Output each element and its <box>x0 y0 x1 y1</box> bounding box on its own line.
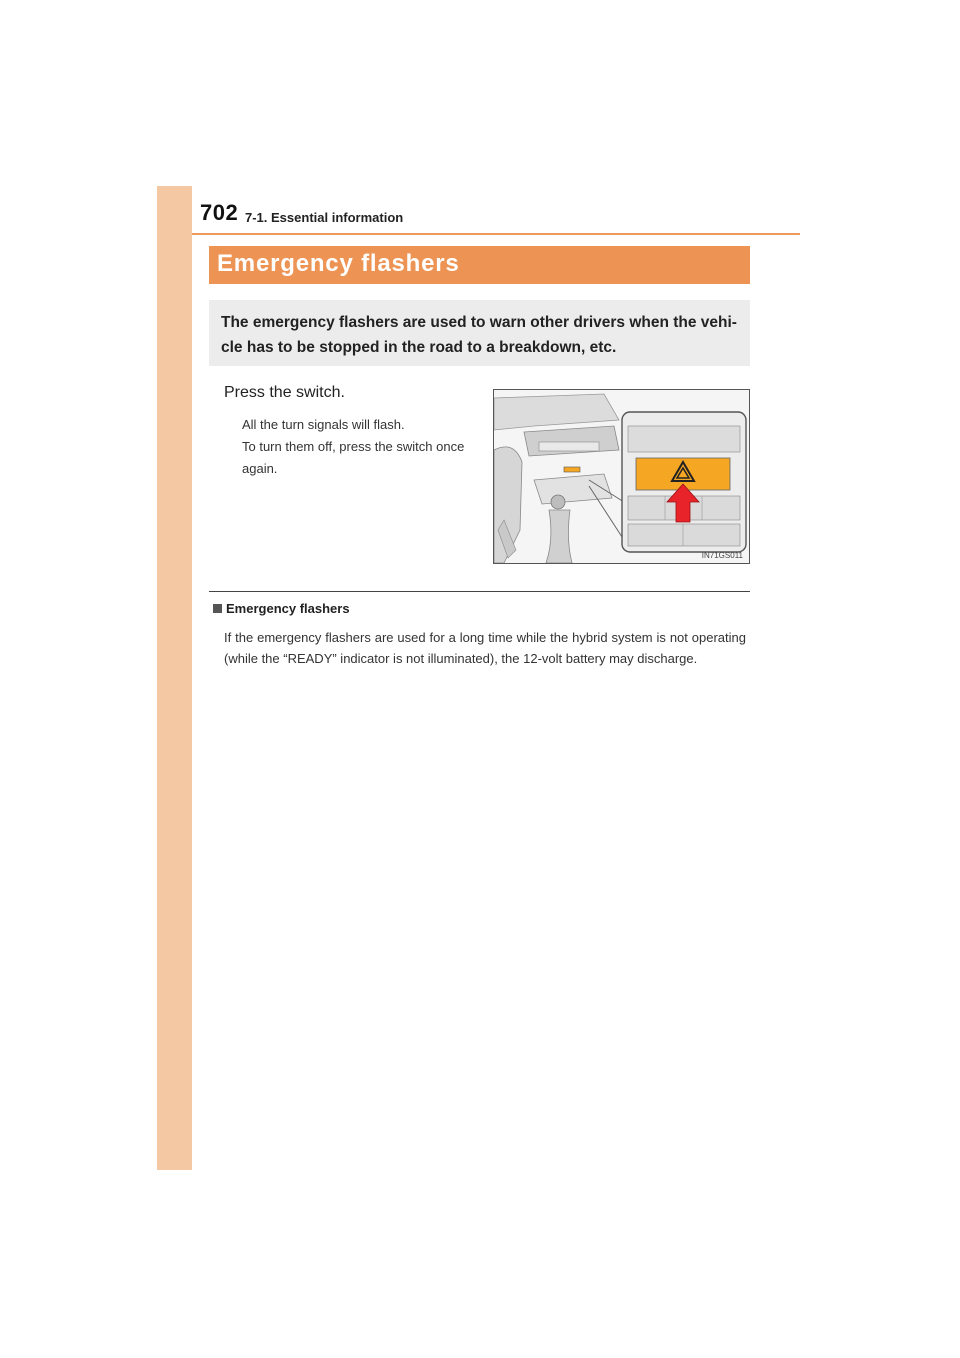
title-bar <box>209 246 750 284</box>
square-bullet-icon <box>213 604 222 613</box>
section-label: 7-1. Essential information <box>245 210 404 225</box>
header-rule <box>192 233 800 235</box>
notes-rule <box>209 591 750 592</box>
dashboard-drawing <box>494 390 749 563</box>
intro-text: The emergency flashers are used to warn other drivers when the vehi-cle has to be stopped in the road to a breakdown, etc. <box>221 314 737 356</box>
page-number: 702 <box>200 200 239 225</box>
page-title: Emergency flashers <box>217 250 460 277</box>
figure-code: IN71GS011 <box>701 551 743 560</box>
note-heading <box>213 601 350 616</box>
step-detail-line: All the turn signals will flash. <box>242 417 405 432</box>
intro-box <box>209 300 750 366</box>
note-heading-text: Emergency flashers <box>226 601 350 616</box>
note-body: If the emergency flashers are used for a long time while the hybrid system is not operating (while the “READY” indicator is not illuminated), the 12-volt battery may discharge. <box>224 630 746 666</box>
side-color-band <box>157 186 192 1170</box>
step-heading: Press the switch. <box>224 384 345 401</box>
hazard-switch-illustration <box>493 389 750 564</box>
step-detail-line: To turn them off, press the switch once again. <box>242 439 465 476</box>
